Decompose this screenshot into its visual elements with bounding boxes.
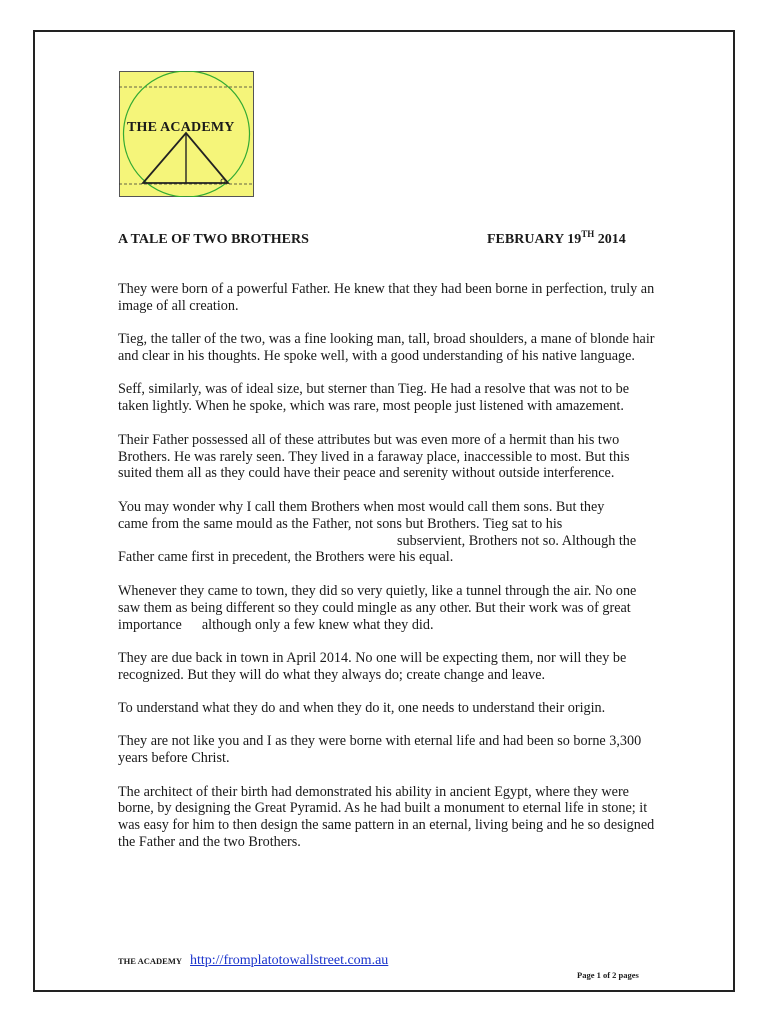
logo-label: THE ACADEMY: [127, 120, 235, 135]
paragraph-line: You may wonder why I call them Brothers when most would call them sons. But they: [118, 498, 605, 515]
date-superscript: TH: [581, 229, 595, 239]
paragraph: Their Father possessed all of these attributes but was even more of a hermit than his two Brothers. He was rarely seen. They lived in a faraway place, inaccessible to most. But this suited them all as they could have their peace and serenity without outside interference.: [118, 431, 630, 482]
paragraph: The architect of their birth had demonstrated his ability in ancient Egypt, where they were borne, by designing the Great Pyramid. As he had built a monument to eternal life in stone; it was easy for him to then design the same pattern in an eternal, living being and he so designed the Father and the two Brothers.: [118, 783, 655, 851]
paragraph-line: came from the same mould as the Father, not sons but Brothers. Tieg sat to his: [118, 515, 563, 532]
footer-website-link[interactable]: http://fromplatotowallstreet.com.au: [190, 953, 389, 968]
document-title: A TALE OF TWO BROTHERS: [118, 232, 309, 247]
paragraph: They are not like you and I as they were borne with eternal life and had been so borne 3,300 years before Christ.: [118, 733, 642, 767]
date-main: FEBRUARY 19: [487, 232, 582, 247]
paragraph: [118, 499, 658, 567]
paragraph: They were born of a powerful Father. He knew that they had been borne in perfection, truly an image of all creation.: [118, 281, 655, 314]
paragraph: Tieg, the taller of the two, was a fine looking man, tall, broad shoulders, a mane of blonde hair and clear in his thoughts. He spoke well, with a good understanding of his native language.: [118, 331, 655, 365]
paragraph-part: although only a few knew what they did.: [201, 616, 434, 633]
document-date: [487, 229, 626, 248]
paragraph-line: Father came first in precedent, the Brothers were his equal.: [118, 549, 454, 566]
footer: [118, 951, 388, 969]
paragraph: Seff, similarly, was of ideal size, but sterner than Tieg. He had a resolve that was not to be taken lightly. When he spoke, which was rare, most people just listened with amazement.: [118, 381, 630, 415]
paragraph: They are due back in town in April 2014. No one will be expecting them, nor will they be recognized. But they will do what they always do; create change and leave.: [118, 649, 627, 683]
paragraph-line: subservient, Brothers not so. Although the: [397, 532, 637, 549]
document-body: [118, 281, 658, 868]
date-year: 2014: [594, 232, 626, 247]
paragraph: [118, 583, 658, 634]
page-number: Page 1 of 2 pages: [577, 970, 639, 980]
paragraph: To understand what they do and when they do it, one needs to understand their origin.: [118, 700, 606, 717]
footer-brand: THE ACADEMY: [118, 956, 182, 966]
paragraph-part: Whenever they came to town, they did so very quietly, like a tunnel through the air. No one saw them as being different so they could mingle as any other. But their work was of great importance: [118, 582, 637, 633]
